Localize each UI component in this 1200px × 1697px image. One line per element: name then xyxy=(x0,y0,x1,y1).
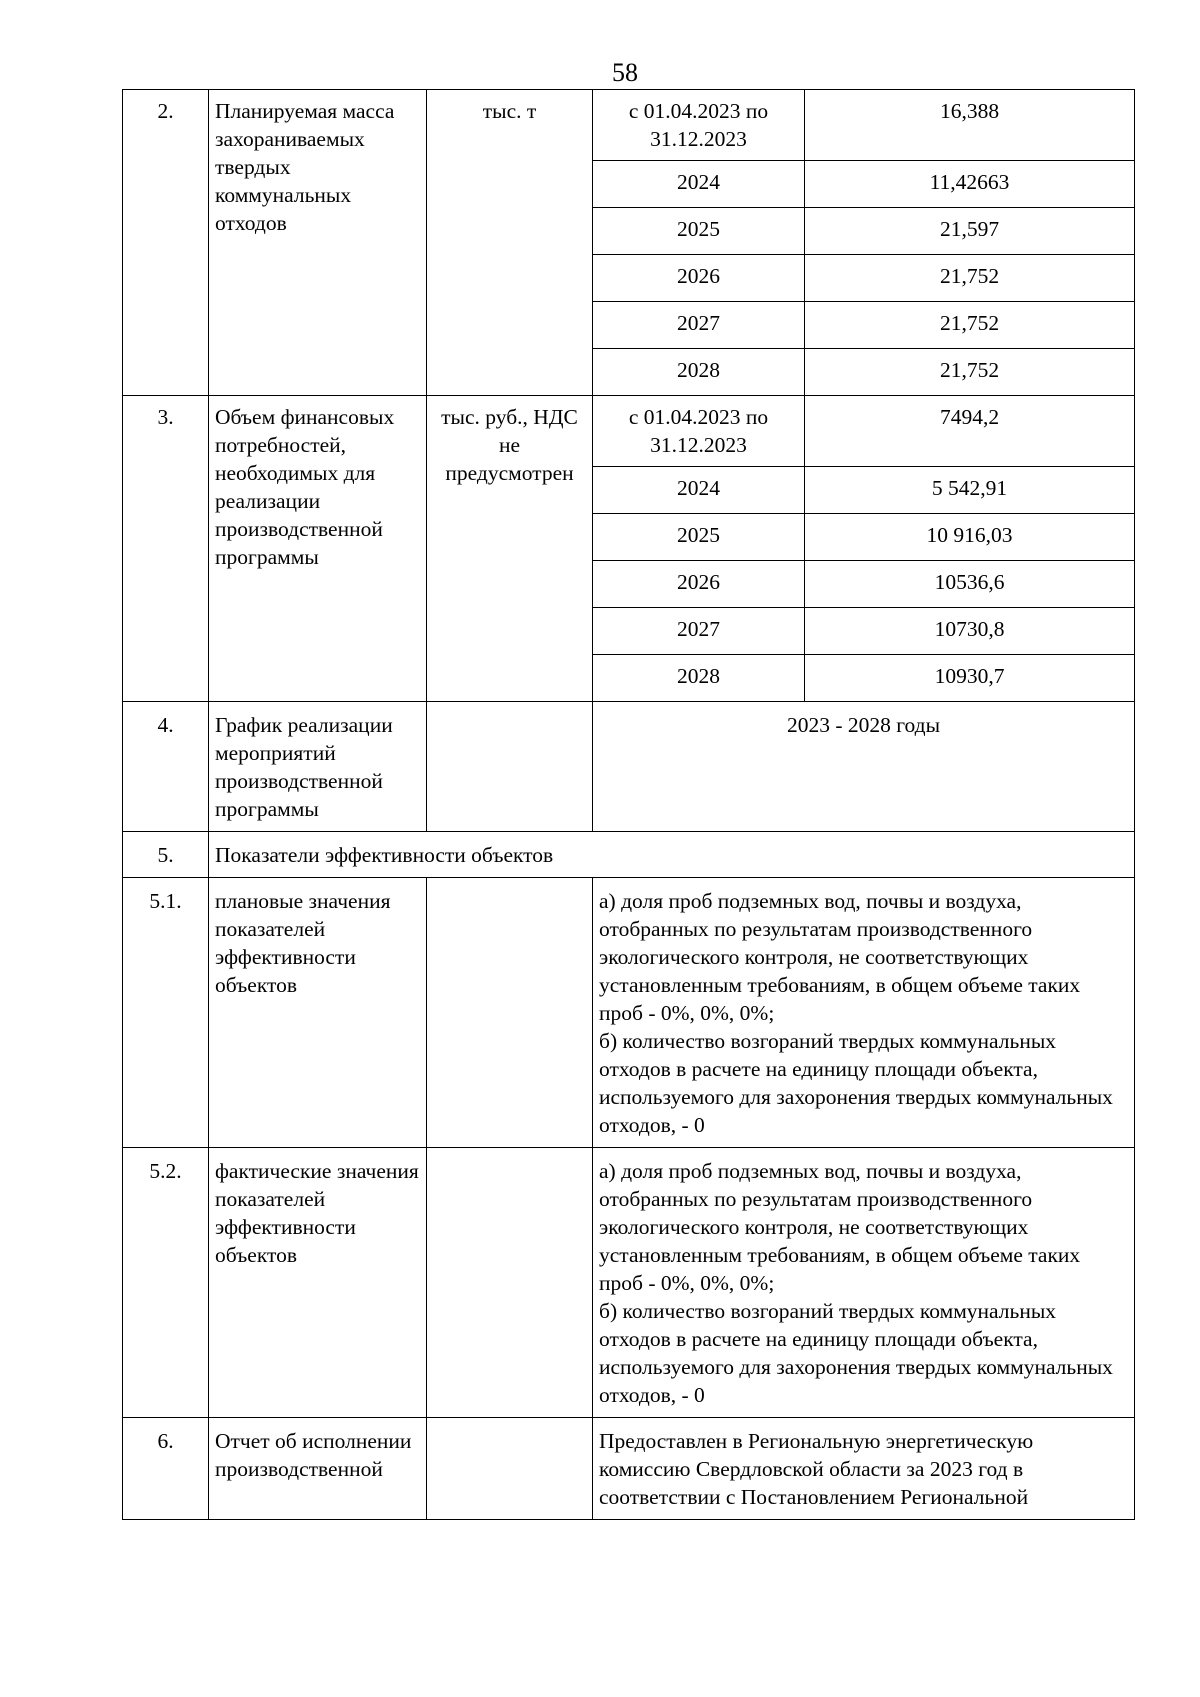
indicator-text-b: б) количество возгораний твердых коммунальных отходов в расчете на единицу площади объекта, используемого для захоронения твердых коммунальных отходов, - 0 xyxy=(599,1299,1113,1407)
unit xyxy=(427,702,593,832)
table-row xyxy=(123,1148,1135,1418)
period: 2025 xyxy=(593,514,805,561)
program-table xyxy=(122,89,1135,1520)
indicator-text-a: а) доля проб подземных вод, почвы и воздуха, отобранных по результатам производственного экологического контроля, не соответствующих установленным требованиям, в общем объеме таких проб - 0%, 0%, 0%; xyxy=(599,1159,1081,1295)
indicator-text xyxy=(593,878,1135,1148)
table-row xyxy=(123,90,1135,161)
value: 10930,7 xyxy=(805,655,1135,702)
period: 2027 xyxy=(593,302,805,349)
row-number: 6. xyxy=(123,1418,209,1520)
indicator-name: График реализации мероприятий производственной программы xyxy=(209,702,427,832)
period: 2027 xyxy=(593,608,805,655)
period: 2028 xyxy=(593,349,805,396)
indicator-name: Отчет об исполнении производственной xyxy=(209,1418,427,1520)
unit xyxy=(427,1148,593,1418)
section-title: Показатели эффективности объектов xyxy=(209,832,1135,878)
indicator-name: фактические значения показателей эффективности объектов xyxy=(209,1148,427,1418)
value: 10536,6 xyxy=(805,561,1135,608)
row-number: 5.1. xyxy=(123,878,209,1148)
table-row xyxy=(123,702,1135,832)
row-number: 2. xyxy=(123,90,209,396)
row-number: 5.2. xyxy=(123,1148,209,1418)
period: 2024 xyxy=(593,467,805,514)
value: 16,388 xyxy=(805,90,1135,161)
page-number: 58 xyxy=(612,58,638,87)
indicator-name: Объем финансовых потребностей, необходимых для реализации производственной программы xyxy=(209,396,427,702)
value: 10 916,03 xyxy=(805,514,1135,561)
unit xyxy=(427,878,593,1148)
row-number: 3. xyxy=(123,396,209,702)
unit: тыс. руб., НДС не предусмотрен xyxy=(427,396,593,702)
indicator-text xyxy=(593,1148,1135,1418)
value: 21,597 xyxy=(805,208,1135,255)
period: с 01.04.2023 по 31.12.2023 xyxy=(593,396,805,467)
table-row xyxy=(123,832,1135,878)
period: 2026 xyxy=(593,561,805,608)
value: 21,752 xyxy=(805,255,1135,302)
unit: тыс. т xyxy=(427,90,593,396)
row-number: 4. xyxy=(123,702,209,832)
indicator-name: Планируемая масса захораниваемых твердых коммунальных отходов xyxy=(209,90,427,396)
value: 21,752 xyxy=(805,349,1135,396)
row-number: 5. xyxy=(123,832,209,878)
table-row xyxy=(123,396,1135,467)
indicator-text-a: а) доля проб подземных вод, почвы и воздуха, отобранных по результатам производственного экологического контроля, не соответствующих установленным требованиям, в общем объеме таких проб - 0%, 0%, 0%; xyxy=(599,889,1081,1025)
unit xyxy=(427,1418,593,1520)
period: 2024 xyxy=(593,161,805,208)
report-text: Предоставлен в Региональную энергетическую комиссию Свердловской области за 2023 год в соответствии с Постановлением Региональной xyxy=(593,1418,1135,1520)
period: 2025 xyxy=(593,208,805,255)
value: 11,42663 xyxy=(805,161,1135,208)
period: 2026 xyxy=(593,255,805,302)
value: 21,752 xyxy=(805,302,1135,349)
value: 7494,2 xyxy=(805,396,1135,467)
table-row xyxy=(123,1418,1135,1520)
value: 5 542,91 xyxy=(805,467,1135,514)
indicator-name: плановые значения показателей эффективности объектов xyxy=(209,878,427,1148)
table-row xyxy=(123,878,1135,1148)
period: 2028 xyxy=(593,655,805,702)
indicator-text-b: б) количество возгораний твердых коммунальных отходов в расчете на единицу площади объекта, используемого для захоронения твердых коммунальных отходов, - 0 xyxy=(599,1029,1113,1137)
value: 10730,8 xyxy=(805,608,1135,655)
schedule-value: 2023 - 2028 годы xyxy=(593,702,1135,832)
period: с 01.04.2023 по 31.12.2023 xyxy=(593,90,805,161)
